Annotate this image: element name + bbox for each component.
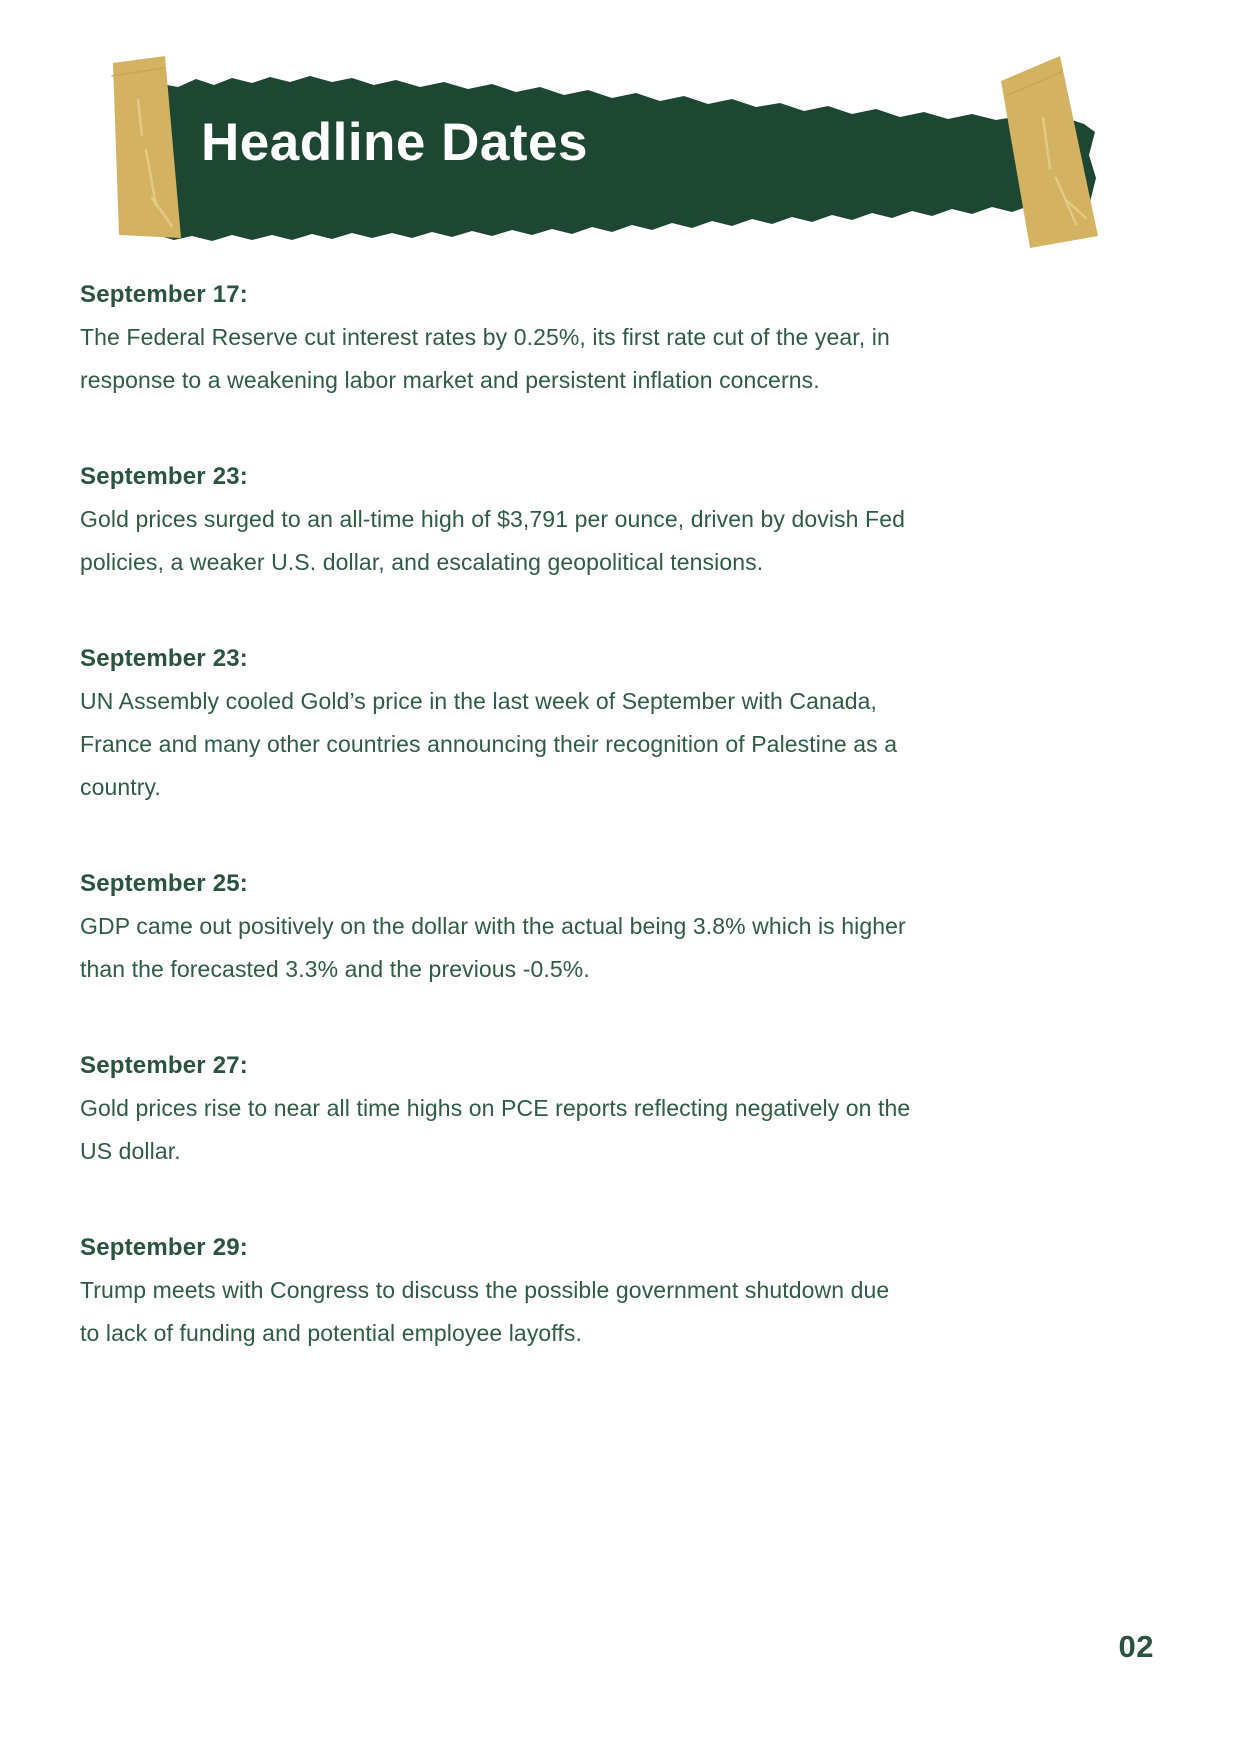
headline-entry	[80, 862, 1070, 991]
entry-body-text	[80, 905, 1070, 991]
entry-body-text	[80, 1087, 1070, 1173]
entry-body-line: GDP came out positively on the dollar with the actual being 3.8% which is higher	[80, 913, 906, 939]
entry-body-line: US dollar.	[80, 1138, 181, 1164]
entry-body-line: The Federal Reserve cut interest rates by 0.25%, its first rate cut of the year, in	[80, 324, 890, 350]
entry-body-line: Gold prices surged to an all-time high of $3,791 per ounce, driven by dovish Fed	[80, 506, 905, 532]
page-number: 02	[1118, 1629, 1154, 1664]
entry-body-line: France and many other countries announcing their recognition of Palestine as a	[80, 731, 898, 757]
headline-entry	[80, 1226, 1070, 1355]
entry-body-line: UN Assembly cooled Gold’s price in the last week of September with Canada,	[80, 688, 878, 714]
entry-date-heading: September 23:	[80, 645, 248, 672]
entry-body-line: policies, a weaker U.S. dollar, and escalating geopolitical tensions.	[80, 549, 764, 575]
page-title: Headline Dates	[201, 113, 588, 172]
entry-body-text	[80, 498, 1070, 584]
entry-date-heading: September 25:	[80, 870, 248, 897]
entry-body-line: to lack of funding and potential employee layoffs.	[80, 1320, 582, 1346]
entry-body-line: country.	[80, 774, 161, 800]
banner-graphic	[0, 0, 1241, 270]
headline-entry	[80, 273, 1070, 402]
entry-body-line: Gold prices rise to near all time highs on PCE reports reflecting negatively on the	[80, 1095, 911, 1121]
entry-body-text	[80, 1269, 1070, 1355]
entry-date-heading: September 27:	[80, 1052, 248, 1079]
entry-body-line: response to a weakening labor market and persistent inflation concerns.	[80, 367, 820, 393]
headline-entry	[80, 455, 1070, 584]
tape-strip-left	[112, 56, 181, 238]
entry-body-line: Trump meets with Congress to discuss the possible government shutdown due	[80, 1277, 890, 1303]
entry-body-text	[80, 316, 1070, 402]
headline-entry	[80, 1044, 1070, 1173]
entry-date-heading: September 23:	[80, 463, 248, 490]
headline-list	[80, 273, 1070, 1408]
entry-body-text	[80, 680, 1070, 809]
entry-date-heading: September 29:	[80, 1234, 248, 1261]
headline-entry	[80, 637, 1070, 809]
entry-body-line: than the forecasted 3.3% and the previous -0.5%.	[80, 956, 590, 982]
header-banner	[0, 0, 1241, 270]
entry-date-heading: September 17:	[80, 281, 248, 308]
